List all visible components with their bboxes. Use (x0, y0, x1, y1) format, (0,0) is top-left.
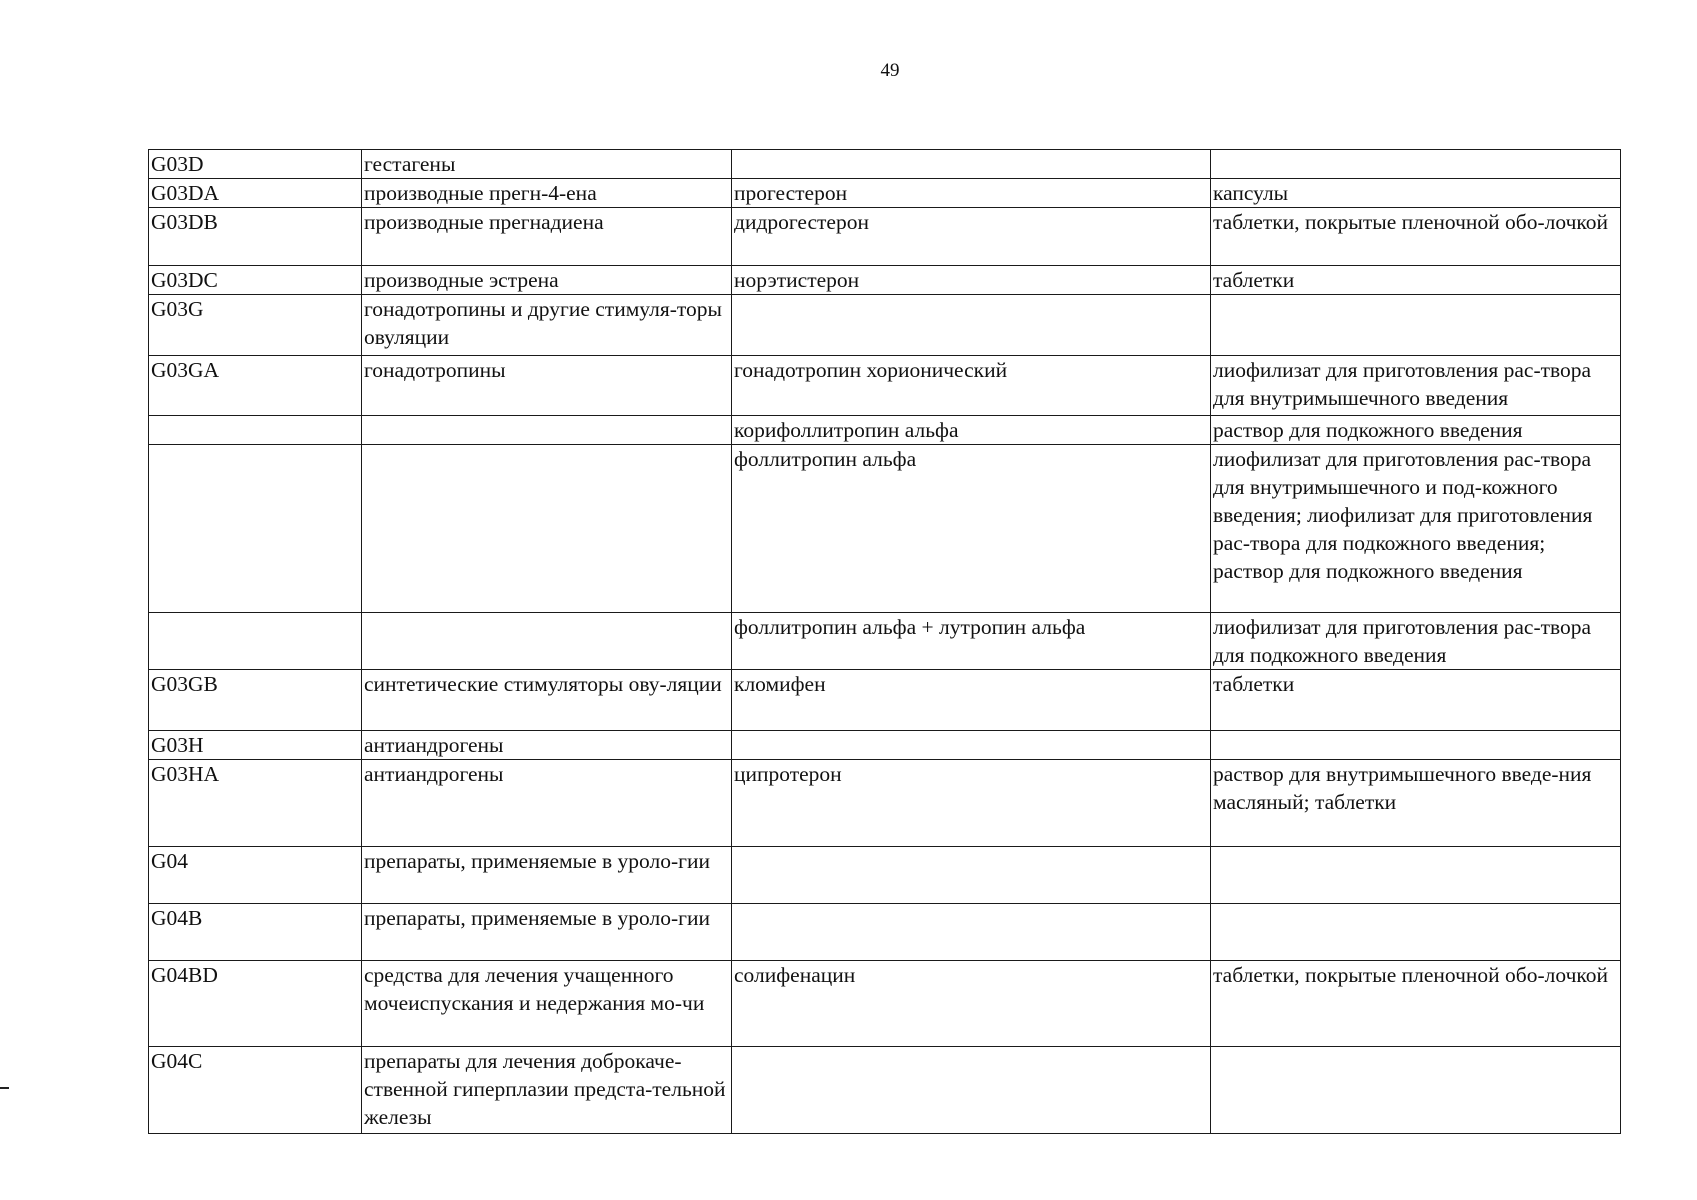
drug-name-cell: прогестерон (732, 179, 1211, 208)
atc-code-cell (149, 445, 362, 613)
group-name-cell (362, 416, 732, 445)
drug-name-cell: ципротерон (732, 760, 1211, 847)
dosage-form-cell: таблетки, покрытые пленочной обо-лочкой (1211, 961, 1621, 1047)
margin-mark (0, 1087, 9, 1089)
drug-name-cell: дидрогестерон (732, 208, 1211, 266)
group-name-cell (362, 613, 732, 670)
atc-code-cell (149, 613, 362, 670)
table-row (149, 150, 1621, 179)
atc-code-cell: G04 (149, 847, 362, 904)
group-name-cell: синтетические стимуляторы ову-ляции (362, 670, 732, 731)
group-name-cell: антиандрогены (362, 731, 732, 760)
atc-code-cell: G03G (149, 295, 362, 356)
drug-name-cell: кломифен (732, 670, 1211, 731)
group-name-cell: производные прегн-4-ена (362, 179, 732, 208)
dosage-form-cell (1211, 1047, 1621, 1134)
drug-name-cell (732, 904, 1211, 961)
drug-name-cell: гонадотропин хорионический (732, 356, 1211, 416)
dosage-form-cell: лиофилизат для приготовления рас-твора для внутримышечного и под-кожного введения; лиофилизат для приготовления рас-твора для подкожного введения; раствор для подкожного введения (1211, 445, 1621, 613)
dosage-form-cell (1211, 847, 1621, 904)
dosage-form-cell: раствор для подкожного введения (1211, 416, 1621, 445)
table-row (149, 760, 1621, 847)
drug-name-cell (732, 1047, 1211, 1134)
atc-code-cell: G04B (149, 904, 362, 961)
table-row (149, 295, 1621, 356)
dosage-form-cell: капсулы (1211, 179, 1621, 208)
table-row (149, 904, 1621, 961)
group-name-cell: производные эстрена (362, 266, 732, 295)
table-row (149, 613, 1621, 670)
table-row (149, 445, 1621, 613)
group-name-cell: средства для лечения учащенного мочеиспускания и недержания мо-чи (362, 961, 732, 1047)
dosage-form-cell (1211, 150, 1621, 179)
dosage-form-cell: таблетки (1211, 670, 1621, 731)
group-name-cell (362, 445, 732, 613)
group-name-cell: антиандрогены (362, 760, 732, 847)
dosage-form-cell: лиофилизат для приготовления рас-твора для внутримышечного введения (1211, 356, 1621, 416)
dosage-form-cell: таблетки (1211, 266, 1621, 295)
atc-code-cell: G03DA (149, 179, 362, 208)
drug-name-cell: фоллитропин альфа + лутропин альфа (732, 613, 1211, 670)
atc-code-cell: G03H (149, 731, 362, 760)
atc-code-cell: G04BD (149, 961, 362, 1047)
group-name-cell: производные прегнадиена (362, 208, 732, 266)
atc-code-cell: G03HA (149, 760, 362, 847)
atc-code-cell: G03GB (149, 670, 362, 731)
atc-code-cell: G03D (149, 150, 362, 179)
group-name-cell: препараты, применяемые в уроло-гии (362, 847, 732, 904)
drug-table (148, 149, 1621, 1134)
atc-code-cell: G03GA (149, 356, 362, 416)
drug-name-cell: солифенацин (732, 961, 1211, 1047)
dosage-form-cell: лиофилизат для приготовления рас-твора для подкожного введения (1211, 613, 1621, 670)
dosage-form-cell (1211, 295, 1621, 356)
drug-name-cell (732, 731, 1211, 760)
table-row (149, 1047, 1621, 1134)
table-row (149, 208, 1621, 266)
group-name-cell: гонадотропины и другие стимуля-торы овуляции (362, 295, 732, 356)
group-name-cell: гонадотропины (362, 356, 732, 416)
dosage-form-cell: таблетки, покрытые пленочной обо-лочкой (1211, 208, 1621, 266)
drug-name-cell: фоллитропин альфа (732, 445, 1211, 613)
atc-code-cell: G03DB (149, 208, 362, 266)
drug-name-cell (732, 150, 1211, 179)
table-row (149, 670, 1621, 731)
atc-code-cell: G03DC (149, 266, 362, 295)
table-row (149, 961, 1621, 1047)
drug-name-cell (732, 847, 1211, 904)
table-row (149, 266, 1621, 295)
group-name-cell: препараты для лечения доброкаче-ственной гиперплазии предста-тельной железы (362, 1047, 732, 1134)
group-name-cell: препараты, применяемые в уроло-гии (362, 904, 732, 961)
dosage-form-cell (1211, 904, 1621, 961)
page-number: 49 (880, 60, 900, 81)
atc-code-cell (149, 416, 362, 445)
dosage-form-cell (1211, 731, 1621, 760)
table-row (149, 179, 1621, 208)
drug-name-cell: корифоллитропин альфа (732, 416, 1211, 445)
table-row (149, 847, 1621, 904)
table-row (149, 416, 1621, 445)
table-row (149, 731, 1621, 760)
drug-name-cell: норэтистерон (732, 266, 1211, 295)
table-row (149, 356, 1621, 416)
atc-code-cell: G04C (149, 1047, 362, 1134)
group-name-cell: гестагены (362, 150, 732, 179)
drug-name-cell (732, 295, 1211, 356)
dosage-form-cell: раствор для внутримышечного введе-ния масляный; таблетки (1211, 760, 1621, 847)
